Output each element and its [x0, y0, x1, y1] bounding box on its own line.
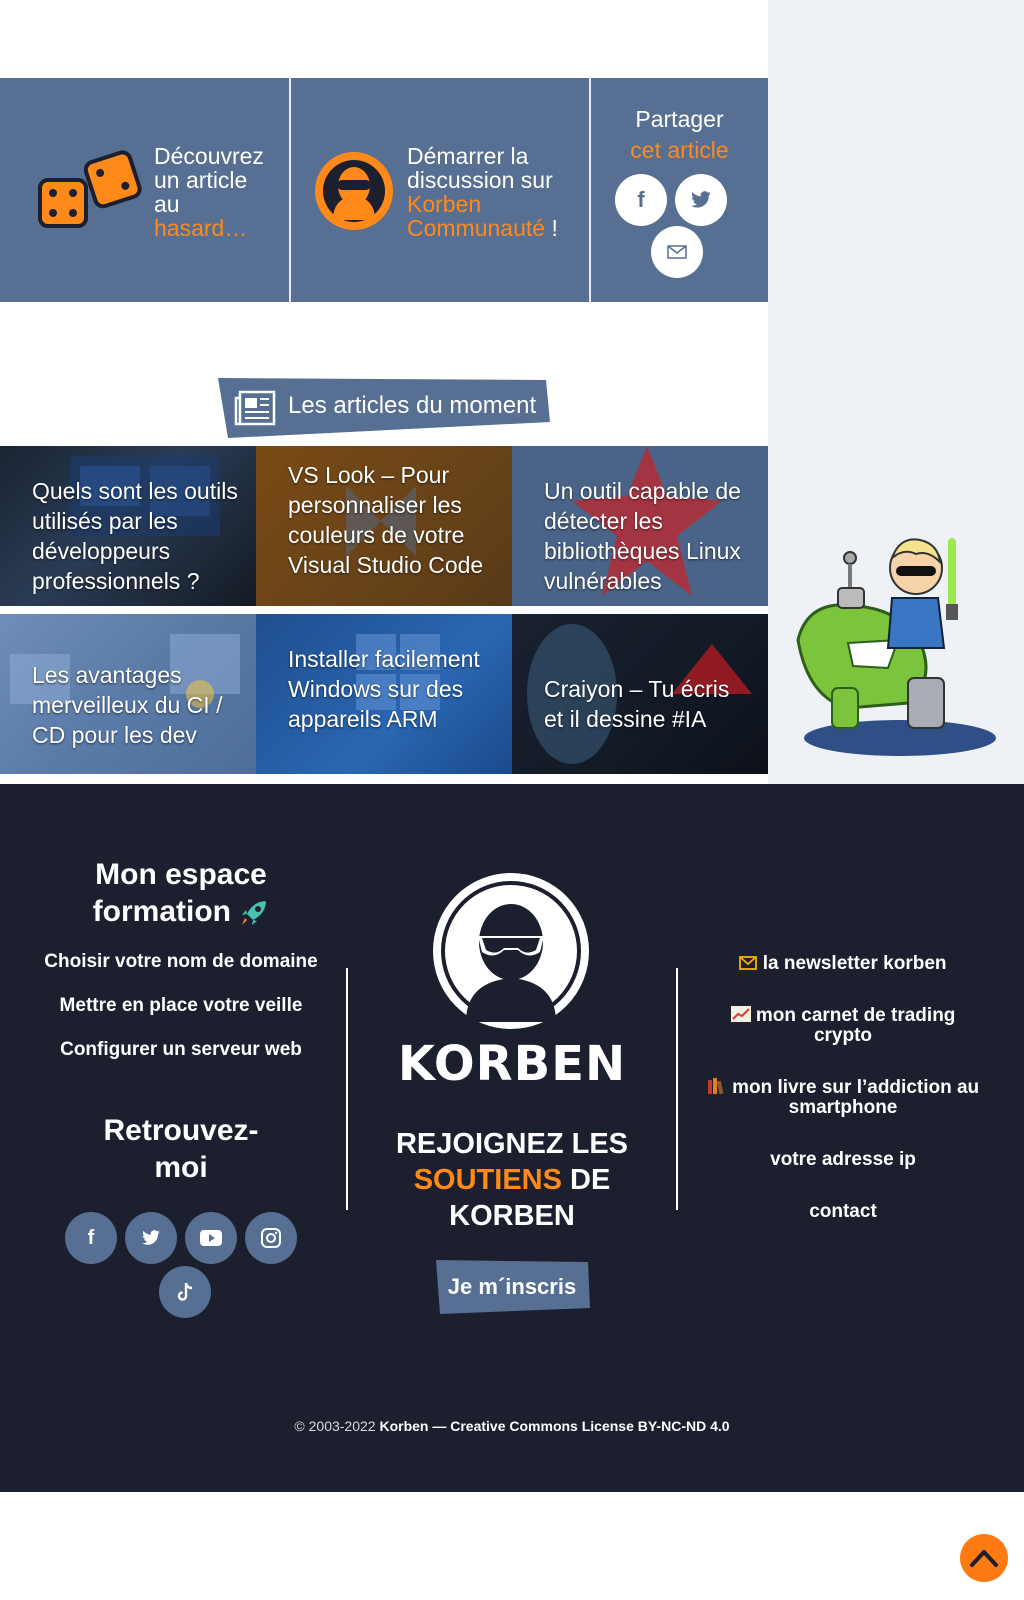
- articles-heading: [218, 378, 550, 438]
- share-title: Partager: [635, 106, 724, 132]
- join-highlight: SOUTIENS: [413, 1164, 562, 1196]
- chart-icon: [731, 1006, 751, 1022]
- newsletter-link-label: la newsletter korben: [762, 953, 947, 974]
- article-title: Quels sont les outils utilisés par les développeurs professionnels ?: [32, 478, 238, 594]
- book-link-label: mon livre sur l’addiction au smartphone: [732, 1077, 980, 1118]
- book-link[interactable]: [700, 1078, 986, 1118]
- article-tile[interactable]: [512, 446, 768, 606]
- discussion-line-1: Démarrer la: [407, 143, 529, 169]
- discussion-line-4: Communauté: [407, 215, 546, 241]
- article-tile[interactable]: [0, 446, 256, 606]
- copyright-suffix: — Creative Commons License BY-NC-ND 4.0: [428, 1418, 730, 1434]
- newsletter-link[interactable]: [700, 954, 986, 974]
- formation-column: [0, 784, 362, 1186]
- share-email-button[interactable]: [651, 226, 703, 278]
- random-line-2: un article: [154, 167, 248, 193]
- share-facebook-button[interactable]: [615, 174, 667, 226]
- korben-avatar-icon: [313, 150, 395, 232]
- article-title: Installer facilement Windows sur des appareils ARM: [288, 646, 480, 732]
- instagram-icon: [261, 1228, 281, 1248]
- copyright-brand[interactable]: Korben: [379, 1418, 429, 1434]
- article-title: Les avantages merveilleux du CI / CD pour les dev: [32, 662, 223, 748]
- social-facebook-button[interactable]: [65, 1212, 117, 1264]
- footer: [0, 784, 1024, 1492]
- twitter-icon: [141, 1230, 161, 1246]
- email-icon: [667, 245, 687, 259]
- formation-heading: [0, 856, 362, 930]
- discussion-line-3: Korben: [407, 191, 482, 217]
- twitter-icon: [690, 191, 712, 209]
- random-line-4: hasard…: [154, 215, 248, 241]
- footer-divider-right: [676, 968, 678, 1210]
- article-tile[interactable]: [0, 614, 256, 774]
- follow-heading: Retrouvez-moi: [103, 1114, 259, 1184]
- social-instagram-button[interactable]: [245, 1212, 297, 1264]
- contact-link[interactable]: contact: [809, 1201, 877, 1222]
- article-tile[interactable]: [256, 446, 512, 606]
- newspaper-icon: [234, 390, 276, 426]
- rocket-icon: [239, 898, 269, 928]
- copyright-prefix: © 2003-2022: [294, 1418, 380, 1434]
- youtube-icon: [200, 1230, 222, 1246]
- share-subtitle: cet article: [630, 137, 729, 163]
- article-tile[interactable]: [512, 614, 768, 774]
- formation-heading-line-1: Mon espace: [95, 858, 267, 891]
- discussion-line-2: discussion sur: [407, 167, 553, 193]
- join-de: DE: [561, 1164, 611, 1196]
- formation-link[interactable]: Configurer un serveur web: [60, 1039, 302, 1060]
- footer-divider-left: [346, 968, 348, 1210]
- share-twitter-button[interactable]: [675, 174, 727, 226]
- discussion-line-4-suffix: !: [545, 215, 558, 241]
- formation-link[interactable]: Choisir votre nom de domaine: [44, 951, 318, 972]
- back-to-top-button[interactable]: [960, 1534, 1008, 1582]
- article-title: Un outil capable de détecter les bibliothèques Linux vulnérables: [544, 478, 741, 594]
- books-icon: [707, 1078, 727, 1094]
- formation-heading-line-2: formation: [92, 895, 231, 928]
- article-tile[interactable]: [256, 614, 512, 774]
- subscribe-button[interactable]: [434, 1260, 590, 1314]
- social-youtube-button[interactable]: [185, 1212, 237, 1264]
- random-article-button[interactable]: [0, 78, 291, 302]
- tiktok-icon: [176, 1282, 194, 1302]
- join-line-3: KORBEN: [449, 1200, 575, 1232]
- facebook-icon: f: [637, 187, 645, 212]
- articles-heading-text: Les articles du moment: [288, 392, 537, 419]
- share-panel: [591, 78, 768, 302]
- trading-journal-link[interactable]: [700, 1006, 986, 1046]
- social-tiktok-button[interactable]: [159, 1266, 211, 1318]
- article-title: Craiyon – Tu écris et il dessine #IA: [544, 676, 730, 732]
- envelope-icon: [739, 956, 757, 970]
- join-line-1: REJOIGNEZ LES: [395, 1128, 629, 1160]
- join-supporters-heading: [372, 1126, 652, 1234]
- subscribe-button-label: Je m´inscris: [447, 1274, 577, 1299]
- community-discussion-button[interactable]: [291, 78, 591, 302]
- chevron-up-icon: [969, 1548, 999, 1568]
- ip-address-link[interactable]: votre adresse ip: [770, 1149, 916, 1170]
- random-line-3: au: [154, 191, 180, 217]
- random-line-1: Découvrez: [154, 143, 264, 169]
- copyright: [0, 1418, 1024, 1434]
- actions-bar: [0, 78, 768, 302]
- dice-icon: [38, 150, 142, 234]
- article-title: VS Look – Pour personnaliser les couleurs de votre Visual Studio Code: [288, 462, 484, 578]
- mascot-illustration: [788, 528, 1006, 760]
- brand-wordmark: KORBEN: [397, 1036, 627, 1092]
- social-twitter-button[interactable]: [125, 1212, 177, 1264]
- korben-logo: [432, 872, 590, 1030]
- trading-journal-link-label: mon carnet de trading crypto: [755, 1005, 956, 1046]
- formation-link[interactable]: Mettre en place votre veille: [59, 995, 303, 1016]
- facebook-icon: f: [87, 1226, 95, 1249]
